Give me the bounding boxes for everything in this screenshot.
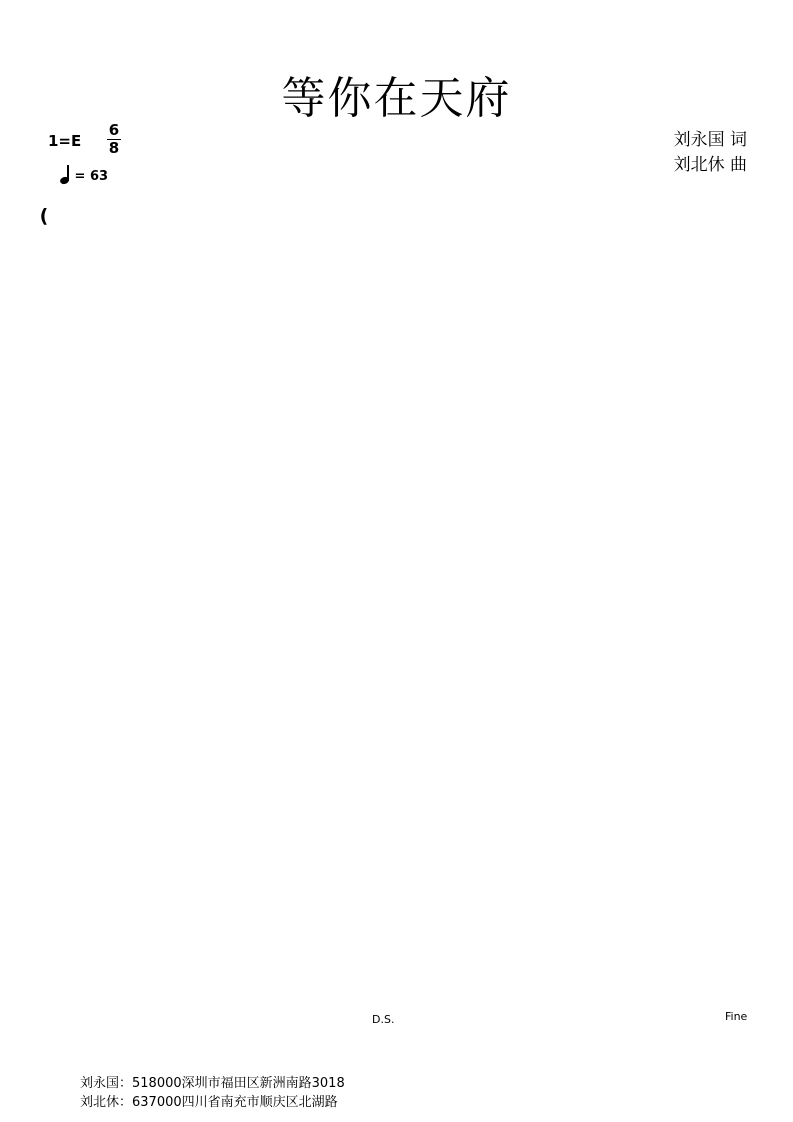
footer-address-lyricist: 刘永国：518000深圳市福田区新洲南路3018 — [80, 1076, 345, 1091]
meter-top: 6 — [108, 121, 120, 139]
open-paren: ( — [39, 205, 49, 227]
ds-mark: D.S. — [372, 1013, 395, 1026]
page-title: 等你在天府 — [281, 73, 512, 124]
lyricist-credit: 刘永国 词 — [673, 130, 747, 150]
key-signature: 1=E — [48, 132, 82, 150]
fine-mark: Fine — [725, 1010, 748, 1023]
meter-bottom: 8 — [108, 139, 120, 157]
footer-address-composer: 刘北休：637000四川省南充市顺庆区北湖路 — [80, 1095, 338, 1110]
tempo-value: = 63 — [74, 169, 109, 184]
composer-credit: 刘北休 曲 — [673, 155, 747, 175]
